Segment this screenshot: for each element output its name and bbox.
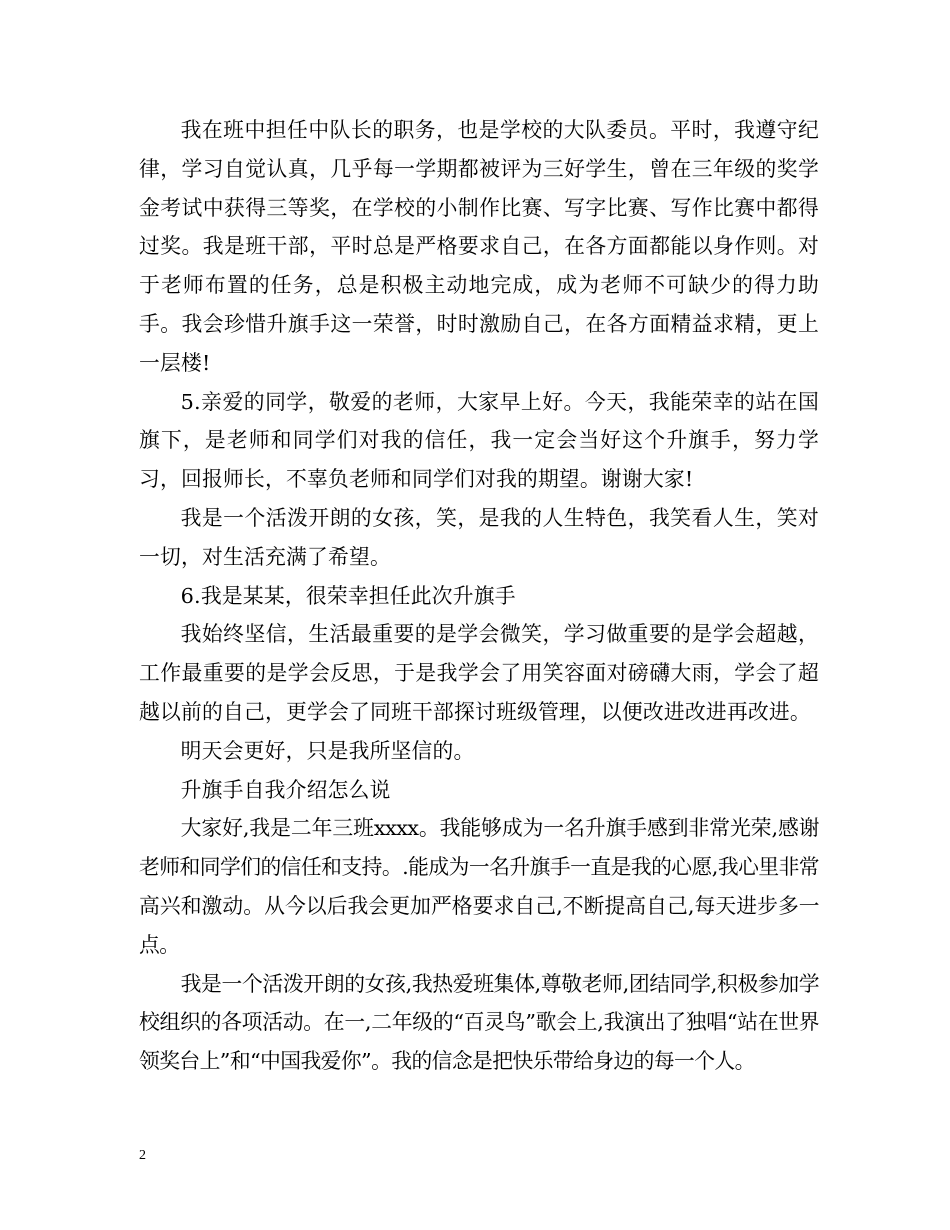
document-body [139, 111, 819, 1081]
page-number: 2 [139, 1148, 146, 1163]
paragraph-belief: 我始终坚信，生活最重要的是学会微笑，学习做重要的是学会超越，工作最重要的是学会反思，于是我学会了用笑容面对磅礴大雨，学会了超越以前的自己，更学会了同班干部探讨班级管理，以便改进改进再改进。 [139, 622, 819, 724]
paragraph-introduction: 大家好,我是二年三班xxxx。我能够成为一名升旗手感到非常光荣,感谢老师和同学们的信任和支持。.能成为一名升旗手一直是我的心愿,我心里非常高兴和激动。从今以后我会更加严格要求自己,不断提高自己,每天进步多一点。 [139, 816, 820, 957]
paragraph-tomorrow: 明天会更好，只是我所坚信的。 [180, 738, 475, 763]
paragraph-heading-6: 6.我是某某，很荣幸担任此次升旗手 [180, 583, 516, 608]
paragraph-greeting-5: 5.亲爱的同学，敬爱的老师，大家早上好。今天，我能荣幸的站在国旗下，是老师和同学们对我的信任，我一定会当好这个升旗手，努力学习，回报师长，不辜负老师和同学们对我的期望。谢谢大家! [139, 389, 819, 492]
section-heading: 升旗手自我介绍怎么说 [180, 777, 391, 802]
paragraph-class-leader: 我在班中担任中队长的职务，也是学校的大队委员。平时，我遵守纪律，学习自觉认真，几乎每一学期都被评为三好学生，曾在三年级的奖学金考试中获得三等奖，在学校的小制作比赛、写字比赛、写作比赛中都得过奖。我是班干部，平时总是严格要求自己，在各方面都能以身作则。对于老师布置的任务，总是积极主动地完成，成为老师不可缺少的得力助手。我会珍惜升旗手这一荣誉，时时激励自己，在各方面精益求精，更上一层楼! [139, 118, 819, 375]
paragraph-activities: 我是一个活泼开朗的女孩,我热爱班集体,尊敬老师,团结同学,积极参加学校组织的各项活动。在一,二年级的“百灵鸟”歌会上,我演出了独唱“站在世界领奖台上”和“中国我爱你”。我的信念是把快乐带给身边的每一个人。 [139, 971, 819, 1074]
paragraph-cheerful-girl: 我是一个活泼开朗的女孩，笑，是我的人生特色，我笑看人生，笑对一切，对生活充满了希望。 [139, 505, 819, 569]
